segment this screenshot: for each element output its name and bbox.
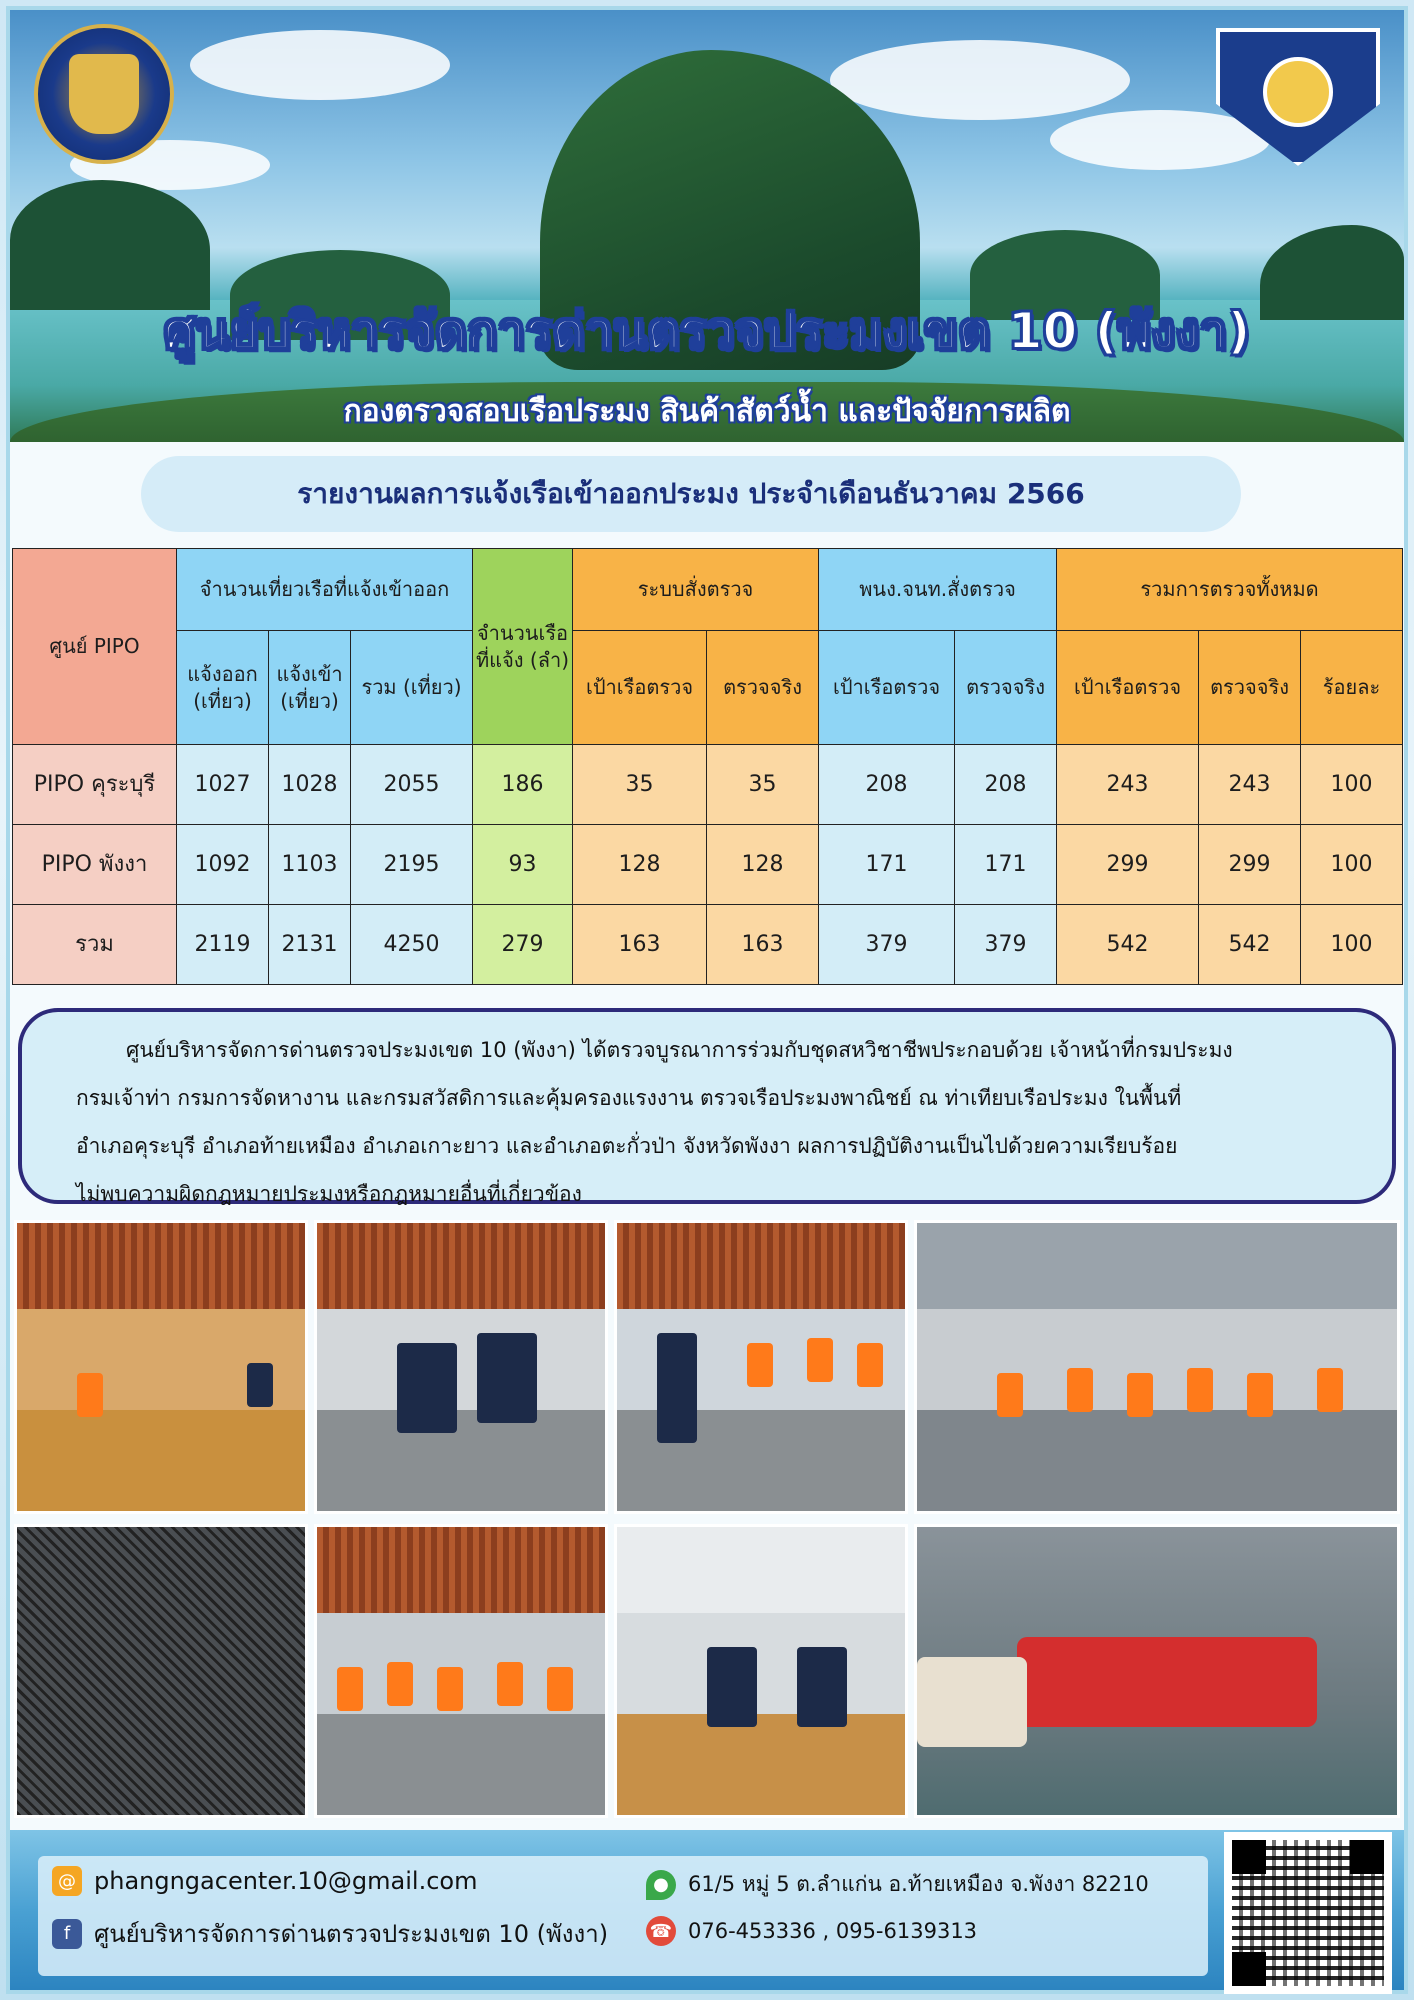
cell-boats: 279 [473, 905, 573, 985]
inspection-photo [14, 1524, 308, 1818]
report-title: รายงานผลการแจ้งเรือเข้าออกประมง ประจำเดือนธันวาคม 2566 [141, 456, 1241, 532]
header-system-group: ระบบสั่งตรวจ [573, 549, 819, 631]
cell-sys-target: 163 [573, 905, 707, 985]
page-subtitle: กองตรวจสอบเรือประมง สินค้าสัตว์น้ำ และปัจจัยการผลิต [343, 394, 1071, 429]
cell-boats: 93 [473, 825, 573, 905]
cell-off-target: 208 [819, 745, 955, 825]
header-in: แจ้งเข้า (เที่ยว) [269, 631, 351, 745]
contact-facebook[interactable] [52, 1914, 608, 1953]
cell-off-target: 171 [819, 825, 955, 905]
cell-out: 2119 [177, 905, 269, 985]
cell-sys-target: 128 [573, 825, 707, 905]
cell-center: PIPO คุระบุรี [13, 745, 177, 825]
email-icon: @ [52, 1866, 82, 1896]
cell-tot-target: 243 [1057, 745, 1199, 825]
cell-tot-actual: 542 [1199, 905, 1301, 985]
cell-sum: 4250 [351, 905, 473, 985]
header-sum: รวม (เที่ยว) [351, 631, 473, 745]
header-banner [10, 10, 1404, 442]
contact-address [646, 1868, 1149, 1901]
header-officer-group: พนง.จนท.สั่งตรวจ [819, 549, 1057, 631]
header-off-actual: ตรวจจริง [955, 631, 1057, 745]
table-row [13, 825, 1403, 905]
address-text: 61/5 หมู่ 5 ต.ลำแก่น อ.ท้ายเหมือง จ.พังงา 82210 [688, 1872, 1149, 1896]
report-table-wrap [12, 548, 1402, 985]
header-out: แจ้งออก (เที่ยว) [177, 631, 269, 745]
cell-tot-actual: 243 [1199, 745, 1301, 825]
cell-out: 1092 [177, 825, 269, 905]
description-box [18, 1008, 1396, 1204]
location-pin-icon: ● [646, 1870, 676, 1900]
cell-in: 2131 [269, 905, 351, 985]
inspection-photo [914, 1524, 1400, 1818]
cell-sum: 2055 [351, 745, 473, 825]
header-total-group: รวมการตรวจทั้งหมด [1057, 549, 1403, 631]
header-trips-group: จำนวนเที่ยวเรือที่แจ้งเข้าออก [177, 549, 473, 631]
cell-off-target: 379 [819, 905, 955, 985]
header-boats: จำนวนเรือที่แจ้ง (ลำ) [473, 549, 573, 745]
header-center: ศูนย์ PIPO [13, 549, 177, 745]
inspection-photo [614, 1220, 908, 1514]
cell-sys-actual: 35 [707, 745, 819, 825]
phone-icon: ☎ [646, 1916, 676, 1946]
cell-tot-target: 542 [1057, 905, 1199, 985]
cell-off-actual: 171 [955, 825, 1057, 905]
cell-boats: 186 [473, 745, 573, 825]
header-percent: ร้อยละ [1301, 631, 1403, 745]
header-tot-target: เป้าเรือตรวจ [1057, 631, 1199, 745]
cell-sys-target: 35 [573, 745, 707, 825]
inspection-photo [314, 1524, 608, 1818]
cell-off-actual: 379 [955, 905, 1057, 985]
contact-email[interactable] [52, 1866, 477, 1896]
report-table [12, 548, 1403, 985]
header-sys-actual: ตรวจจริง [707, 631, 819, 745]
inspection-photo [14, 1220, 308, 1514]
inspection-photo [914, 1220, 1400, 1514]
header-sys-target: เป้าเรือตรวจ [573, 631, 707, 745]
cell-sum: 2195 [351, 825, 473, 905]
table-total-row [13, 905, 1403, 985]
cell-off-actual: 208 [955, 745, 1057, 825]
phone-text: 076-453336 , 095-6139313 [688, 1919, 978, 1943]
cell-in: 1028 [269, 745, 351, 825]
description-line: อำเภอคุระบุรี อำเภอท้ายเหมือง อำเภอเกาะยาว และอำเภอตะกั่วป่า จังหวัดพังงา ผลการปฏิบัติงานเป็นไปด้วยความเรียบร้อย [76, 1134, 1178, 1158]
cell-sys-actual: 163 [707, 905, 819, 985]
email-text: phangngacenter.10@gmail.com [94, 1867, 478, 1895]
cell-tot-actual: 299 [1199, 825, 1301, 905]
cell-center: PIPO พังงา [13, 825, 177, 905]
description-line: กรมเจ้าท่า กรมการจัดหางาน และกรมสวัสดิการและคุ้มครองแรงงาน ตรวจเรือประมงพาณิชย์ ณ ท่าเทียบเรือประมง ในพื้นที่ [76, 1086, 1182, 1110]
cell-percent: 100 [1301, 905, 1403, 985]
department-of-fisheries-logo [34, 24, 174, 164]
table-row [13, 745, 1403, 825]
header-tot-actual: ตรวจจริง [1199, 631, 1301, 745]
inspection-photo [614, 1524, 908, 1818]
cell-sys-actual: 128 [707, 825, 819, 905]
description-line: ไม่พบความผิดกฎหมายประมงหรือกฎหมายอื่นที่เกี่ยวข้อง [76, 1182, 582, 1206]
description-line: ศูนย์บริหารจัดการด่านตรวจประมงเขต 10 (พังงา) ได้ตรวจบูรณาการร่วมกับชุดสหวิชาชีพประกอบด้วย เจ้าหน้าที่กรมประมง [126, 1038, 1233, 1062]
cell-percent: 100 [1301, 745, 1403, 825]
qr-code[interactable] [1224, 1832, 1392, 1994]
page-title: ศูนย์บริหารจัดการด่านตรวจประมงเขต 10 (พังงา) [163, 302, 1251, 360]
facebook-icon: f [52, 1919, 82, 1949]
cell-percent: 100 [1301, 825, 1403, 905]
cell-out: 1027 [177, 745, 269, 825]
cell-center: รวม [13, 905, 177, 985]
inspection-photo [314, 1220, 608, 1514]
contact-phone[interactable] [646, 1916, 977, 1946]
header-off-target: เป้าเรือตรวจ [819, 631, 955, 745]
cell-tot-target: 299 [1057, 825, 1199, 905]
facebook-text: ศูนย์บริหารจัดการด่านตรวจประมงเขต 10 (พังงา) [94, 1920, 609, 1948]
cell-in: 1103 [269, 825, 351, 905]
